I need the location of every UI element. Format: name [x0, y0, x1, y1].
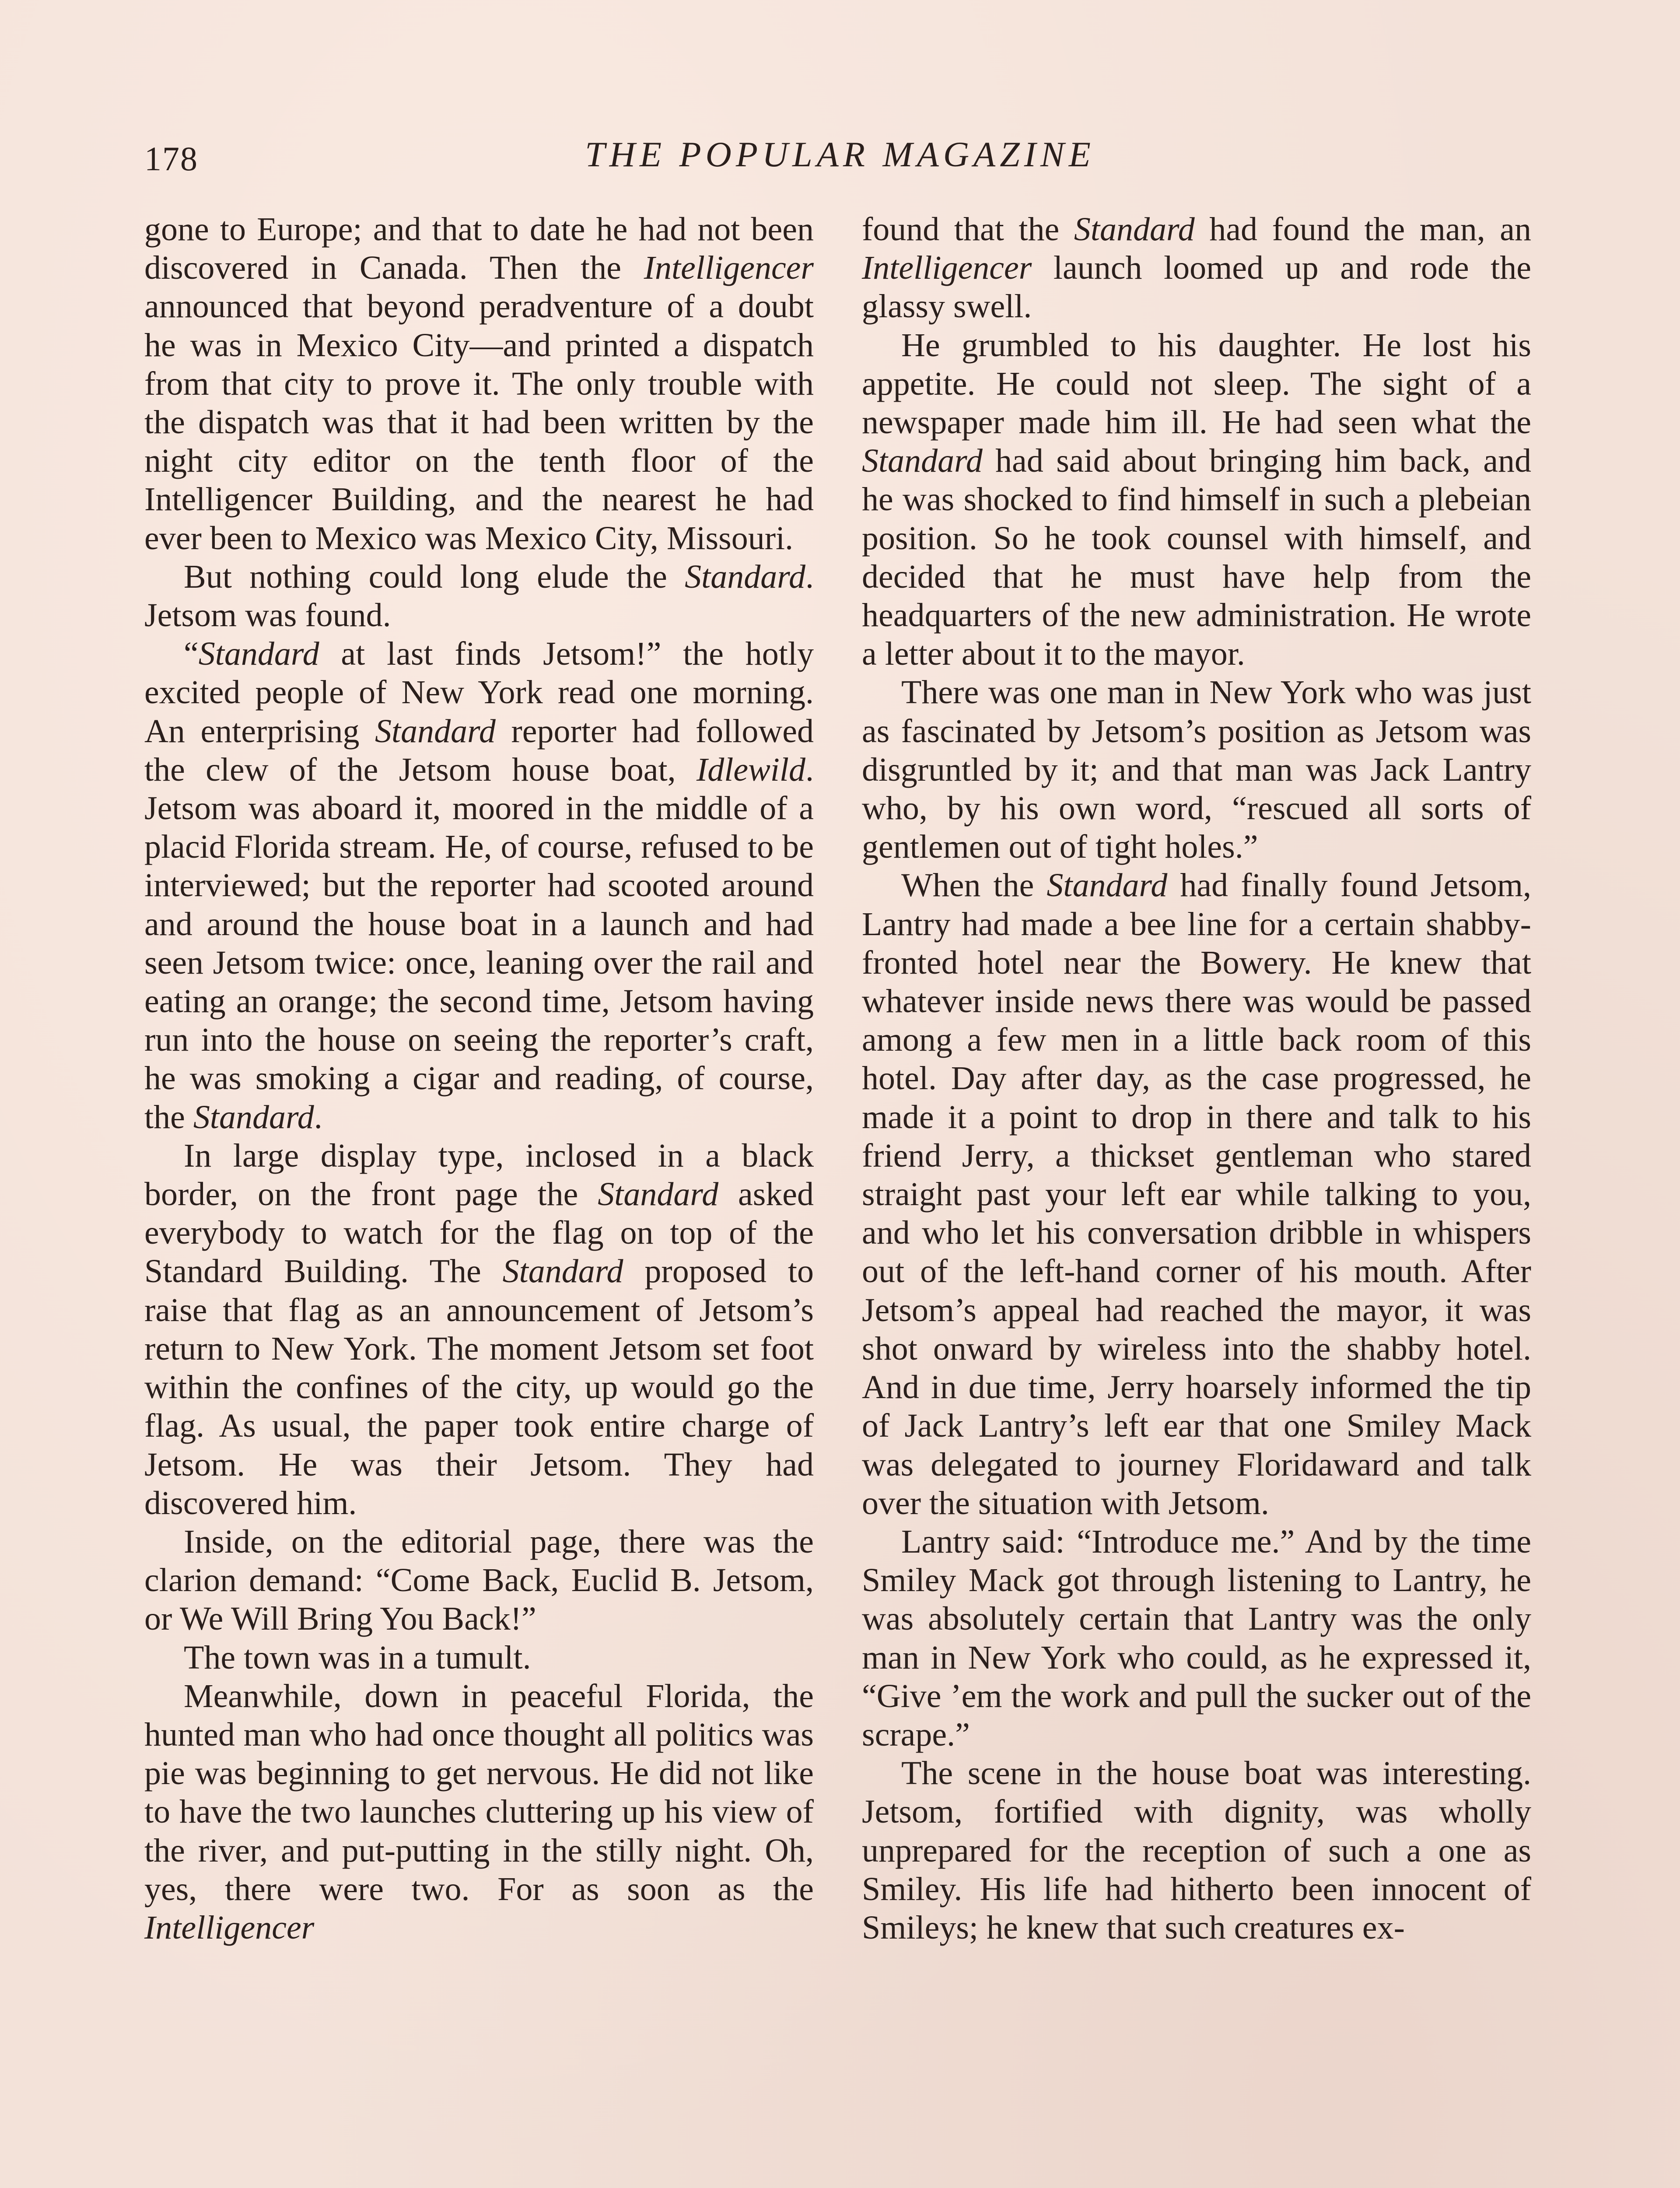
paragraph: Inside, on the editorial page, there was the clarion demand: “Come Back, Euclid B. Jetsom, or We Will Bring You Back!”	[144, 1523, 814, 1637]
paragraph: Lantry said: “Introduce me.” And by the time Smiley Mack got through listening to Lantry, he was absolutely certain that Lantry was the only man in New York who could, as he expressed it, “Give ’em the work and pull the sucker out of the scrape.”	[862, 1523, 1531, 1753]
paragraph: But nothing could long elude the Standard. Jetsom was found.	[144, 558, 814, 634]
paragraph: The town was in a tumult.	[184, 1639, 531, 1676]
paragraph: The scene in the house boat was interesting. Jetsom, fortified with dignity, was wholly unprepared for the reception of such a one as Smiley. His life had hitherto been innocent of Smileys; he knew that such creatures ex-	[862, 1755, 1531, 1946]
paragraph: There was one man in New York who was just as fascinated by Jetsom’s position as Jetsom was disgruntled by it; and that man was Jack Lantry who, by his own word, “rescued all sorts of gentlemen out of tight holes.”	[862, 674, 1531, 866]
paragraph: He grumbled to his daughter. He lost his appetite. He could not sleep. The sight of a newspaper made him ill. He had seen what the Standard had said about bringing him back, and he was shocked to find himself in such a plebeian position. So he took counsel with himself, and decided that he must have help from the headquarters of the new administration. He wrote a letter about it to the mayor.	[862, 326, 1531, 673]
paragraph: gone to Europe; and that to date he had not been discovered in Canada. Then the Intelligencer announced that beyond peradventure of a doubt he was in Mexico City—and printed a dispatch from that city to prove it. The only trouble with the dispatch was that it had been written by the night city editor on the tenth floor of the Intelligencer Building, and the nearest he had ever been to Mexico was Mexico City, Missouri.	[144, 211, 814, 557]
paragraph: When the Standard had finally found Jetsom, Lantry had made a bee line for a certain shabby-fronted hotel near the Bowery. He knew that whatever inside news there was would be passed among a few men in a little back room of this hotel. Day after day, as the case progressed, he made it a point to drop in there and talk to his friend Jerry, a thickset gentleman who stared straight past your left ear while talking to you, and who let his conversation dribble in whispers out of the left-hand corner of his mouth. After Jetsom’s appeal had reached the mayor, it was shot onward by wireless into the shabby hotel. And in due time, Jerry hoarsely informed the tip of Jack Lantry’s left ear that one Smiley Mack was delegated to journey Floridaward and talk over the situation with Jetsom.	[862, 867, 1532, 1522]
paragraph: In large display type, inclosed in a black border, on the front page the Standard asked everybody to watch for the flag on top of the Standard Building. The Standard proposed to raise that flag as an announcement of Jetsom’s return to New York. The moment Jetsom set foot within the confines of the city, up would go the flag. As usual, the paper took entire charge of Jetsom. He was their Jetsom. They had discovered him.	[144, 1137, 814, 1522]
page-number: 178	[144, 140, 198, 178]
paragraph: “Standard at last finds Jetsom!” the hotly excited people of New York read one morning. An enterprising Standard reporter had followed the clew of the Jetsom house boat, Idlewild. Jetsom was aboard it, moored in the middle of a placid Florida stream. He, of course, refused to be interviewed; but the reporter had scooted around and around the house boat in a launch and had seen Jetsom twice: once, leaning over the rail and eating an orange; the second time, Jetsom having run into the house on seeing the reporter’s craft, he was smoking a cigar and reading, of course, the Standard.	[144, 635, 814, 1136]
running-head: THE POPULAR MAGAZINE	[585, 134, 1095, 174]
paragraph: found that the Standard had found the man, an Intelligencer launch loomed up and rode the glassy swell.	[862, 211, 1532, 325]
right-column	[862, 210, 1531, 1947]
left-column	[144, 210, 814, 1947]
paragraph: Meanwhile, down in peaceful Florida, the hunted man who had once thought all politics was pie was beginning to get nervous. He did not like to have the two launches cluttering up his view of the river, and put-putting in the stilly night. Oh, yes, there were two. For as soon as the Intelligencer	[144, 1677, 814, 1946]
